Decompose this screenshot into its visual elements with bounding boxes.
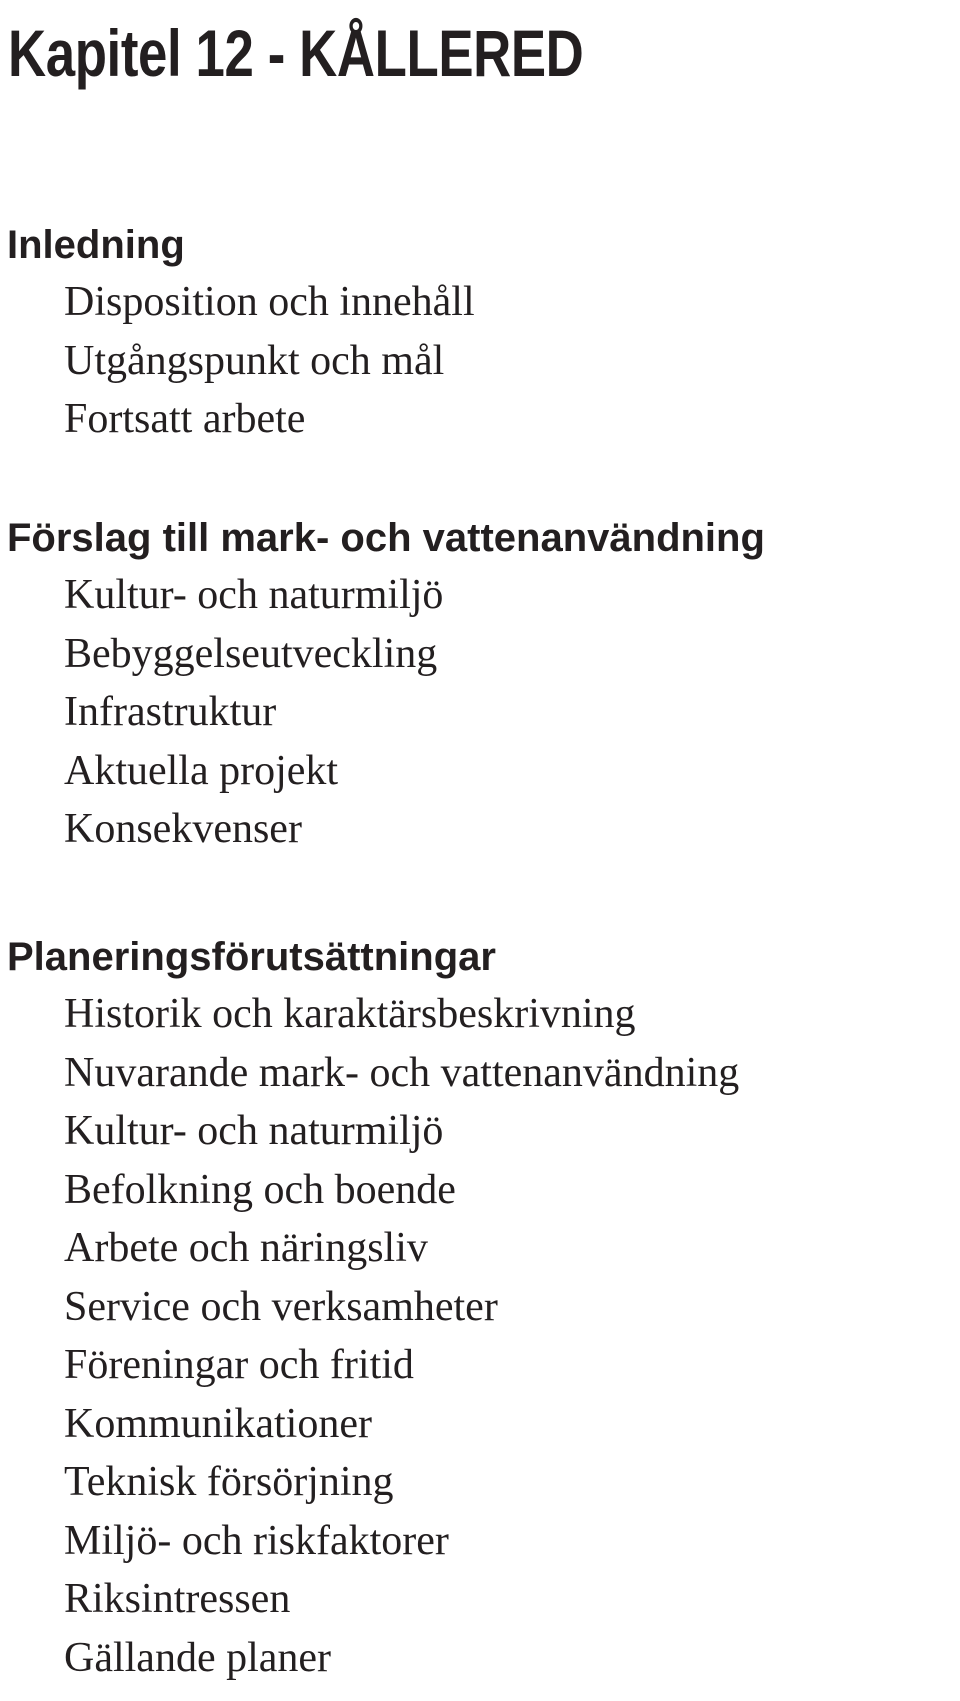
section-list bbox=[0, 273, 960, 449]
list-item: Befolkning och boende bbox=[64, 1166, 456, 1213]
section-planeringsforutsattningar bbox=[0, 929, 960, 1687]
list-item: Teknisk försörjning bbox=[64, 1459, 394, 1505]
list-item: Miljö- och riskfaktorer bbox=[64, 1517, 449, 1564]
list-item: Infrastruktur bbox=[64, 689, 277, 735]
list-item: Kultur- och naturmiljö bbox=[64, 1108, 444, 1154]
list-item: Historik och karaktärsbeskrivning bbox=[64, 991, 636, 1037]
list-item: Riksintressen bbox=[64, 1576, 291, 1622]
section-list bbox=[0, 566, 960, 859]
section-list bbox=[0, 985, 960, 1687]
list-item: Kommunikationer bbox=[64, 1400, 372, 1447]
section-heading: Inledning bbox=[7, 223, 185, 267]
list-item: Utgångspunkt och mål bbox=[64, 337, 445, 384]
section-forslag bbox=[0, 510, 960, 859]
section-heading: Planeringsförutsättningar bbox=[7, 935, 496, 979]
list-item: Fortsatt arbete bbox=[64, 396, 306, 442]
list-item: Service och verksamheter bbox=[64, 1283, 498, 1330]
section-heading: Förslag till mark- och vattenanvändning bbox=[7, 516, 765, 560]
list-item: Bebyggelseutveckling bbox=[64, 630, 438, 677]
page-title: Kapitel 12 - KÅLLERED bbox=[8, 16, 584, 90]
list-item: Föreningar och fritid bbox=[64, 1342, 414, 1388]
list-item: Konsekvenser bbox=[64, 806, 302, 852]
list-item: Gällande planer bbox=[64, 1634, 332, 1681]
list-item: Aktuella projekt bbox=[64, 747, 339, 794]
list-item: Kultur- och naturmiljö bbox=[64, 572, 444, 618]
list-item: Nuvarande mark- och vattenanvändning bbox=[64, 1049, 740, 1096]
section-inledning bbox=[0, 217, 960, 449]
list-item: Disposition och innehåll bbox=[64, 279, 475, 325]
list-item: Arbete och näringsliv bbox=[64, 1225, 428, 1271]
